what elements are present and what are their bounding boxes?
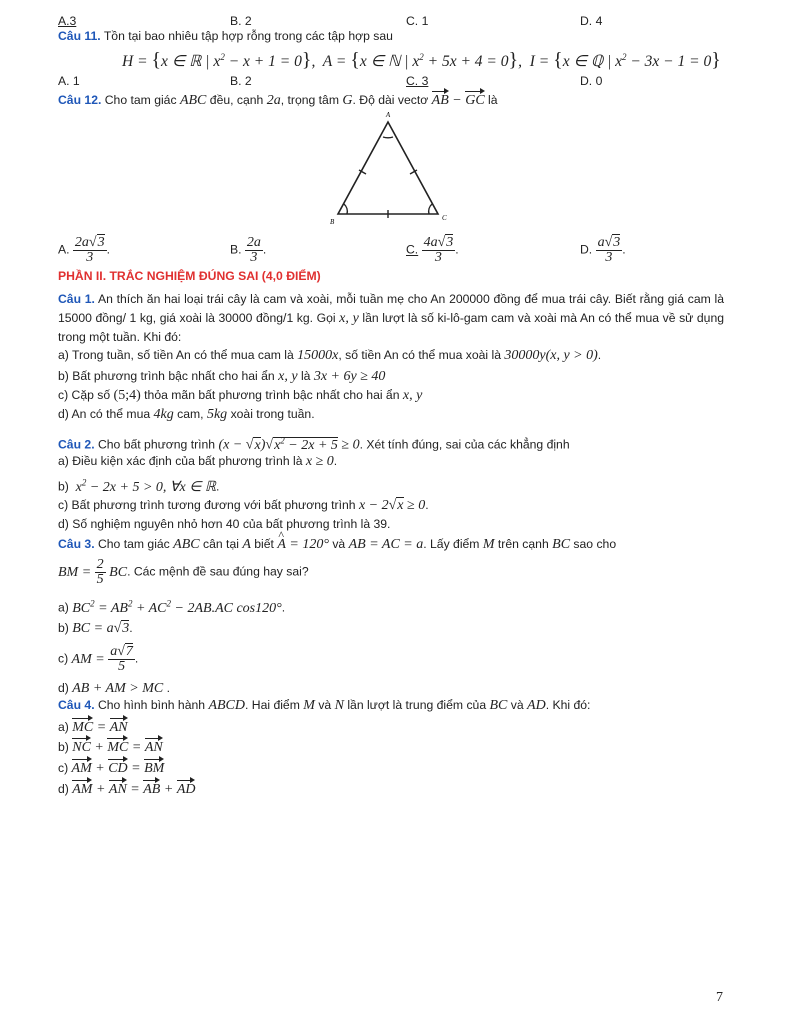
c1-statement-c: c) Cặp số (5;4) thỏa mãn bất phương trình bậc nhất cho hai ẩn x, y: [58, 388, 423, 403]
vertex-label-b: B: [330, 218, 335, 226]
q12-option-a: A. $\frac{2a√3}{3}$ .: [58, 235, 110, 265]
c4-stem: Câu 4. Cho hình bình hành ABCD. Hai điểm M và N lần lượt là trung điểm của BC và AD. Khi đó:: [58, 698, 591, 713]
c1-intro: Câu 1. An thích ăn hai loại trái cây là cam và xoài, mỗi tuần mẹ cho An 200000 đồng để mua trái cây. Biết rằng giá cam là 15000 đồng/ 1 kg, giá xoài là 30000 đồng/1 kg. Gọi x, y lần lượt là số ki-lô-gam cam và xoài mà An có thể mua về sử dụng trong một tuần. Khi đó:: [58, 292, 725, 344]
q12-label: Câu 12.: [58, 93, 102, 107]
triangle-figure: [320, 110, 460, 230]
q10-option-a: A.3: [58, 14, 77, 28]
c3-statement-d: d) AB + AM > MC .: [58, 681, 170, 696]
c3-statement-a: a) $BC^2 = AB^2 + AC^2 - 2AB.AC$ cos120°.: [58, 598, 286, 616]
c3-stem: Câu 3. Cho tam giác ABC cân tại A biết ^ A = 120° và AB = AC = a. Lấy điểm M trên cạnh BC sao cho: [58, 536, 616, 553]
c2-statement-d: d) Số nghiệm nguyên nhỏ hơn 40 của bất phương trình là 39.: [58, 517, 391, 531]
c1-statement-a: a) Trong tuần, số tiền An có thể mua cam là 15000x, số tiền An có thể mua xoài là 30000y(x, y > 0).: [58, 348, 602, 363]
page-number: 7: [716, 990, 723, 1005]
angle-mark-a: [383, 137, 393, 138]
triangle-abc: [338, 122, 438, 214]
c3-statement-b: b) BC = a√3.: [58, 621, 133, 636]
c3-statement-c: c) AM = $\frac{a√7}{5}$ .: [58, 644, 139, 674]
angle-mark-b: [344, 204, 347, 214]
c2-stem: Câu 2. Cho bất phương trình $(x - √x)√x^2 - 2x + 5 \ge 0$. Xét tính đúng, sai của các khẳng định: [58, 435, 570, 453]
c2-statement-c: c) Bất phương trình tương đương với bất phương trình x − 2√x ≥ 0.: [58, 498, 429, 513]
vertex-label-a: A: [385, 111, 391, 119]
c1-statement-b: b) Bất phương trình bậc nhất cho hai ẩn x, y là 3x + 6y ≥ 40: [58, 369, 386, 384]
q11-label: Câu 11.: [58, 29, 101, 43]
q10-option-d: D. 4: [580, 14, 603, 28]
vertex-label-c: C: [442, 214, 447, 222]
q10-option-c: C. 1: [406, 14, 429, 28]
q11-option-d: D. 0: [580, 74, 603, 88]
c3-condition: BM = $\frac{2}{5}$ BC. Các mệnh đề sau đúng hay sai?: [58, 557, 309, 587]
q11-sets-formula: H = {x ∈ ℝ | $x^2 - x + 1 = 0$}, A = {x ∈ ℕ | $x^2 + 5x + 4 = 0$}, I = {x ∈ ℚ | $x^2 - 3x - 1 = 0$}: [122, 49, 721, 72]
c1-statement-d: d) An có thể mua 4kg cam, 5kg xoài trong tuần.: [58, 407, 315, 422]
c4-statement-b: b) NC + MC = AN: [58, 740, 163, 755]
q11-stem: [58, 28, 393, 44]
c2-statement-a: a) Điều kiện xác định của bất phương trình là x ≥ 0.: [58, 454, 338, 469]
c4-statement-d: d) AM + AN = AB + AD: [58, 782, 196, 797]
c2-statement-b: b) $x^2 - 2x + 5 > 0$, ∀x ∈ ℝ.: [58, 477, 220, 495]
q12-option-d: D. $\frac{a√3}{3}$ .: [580, 235, 626, 265]
q12-option-b: B. $\frac{2a}{3}$ .: [230, 235, 267, 265]
c4-statement-c: c) AM + CD = BM: [58, 761, 165, 776]
q10-option-b: B. 2: [230, 14, 252, 28]
q11-option-a: A. 1: [58, 74, 80, 88]
q12-option-c: C. $\frac{4a√3}{3}$ .: [406, 235, 459, 265]
c4-statement-a: a) MC = AN: [58, 720, 128, 735]
angle-mark-c: [429, 204, 432, 214]
q11-text: Tồn tại bao nhiêu tập hợp rỗng trong các tập hợp sau: [103, 29, 393, 43]
q11-option-b: B. 2: [230, 74, 252, 88]
q11-option-c: C. 3: [406, 74, 429, 88]
section-2-heading: PHẦN II. TRẮC NGHIỆM ĐÚNG SAI (4,0 ĐIỂM): [58, 269, 321, 283]
q12-stem: Câu 12. Cho tam giác ABC đều, cạnh 2a, trọng tâm G. Độ dài vectơ AB − GC là: [58, 93, 498, 108]
